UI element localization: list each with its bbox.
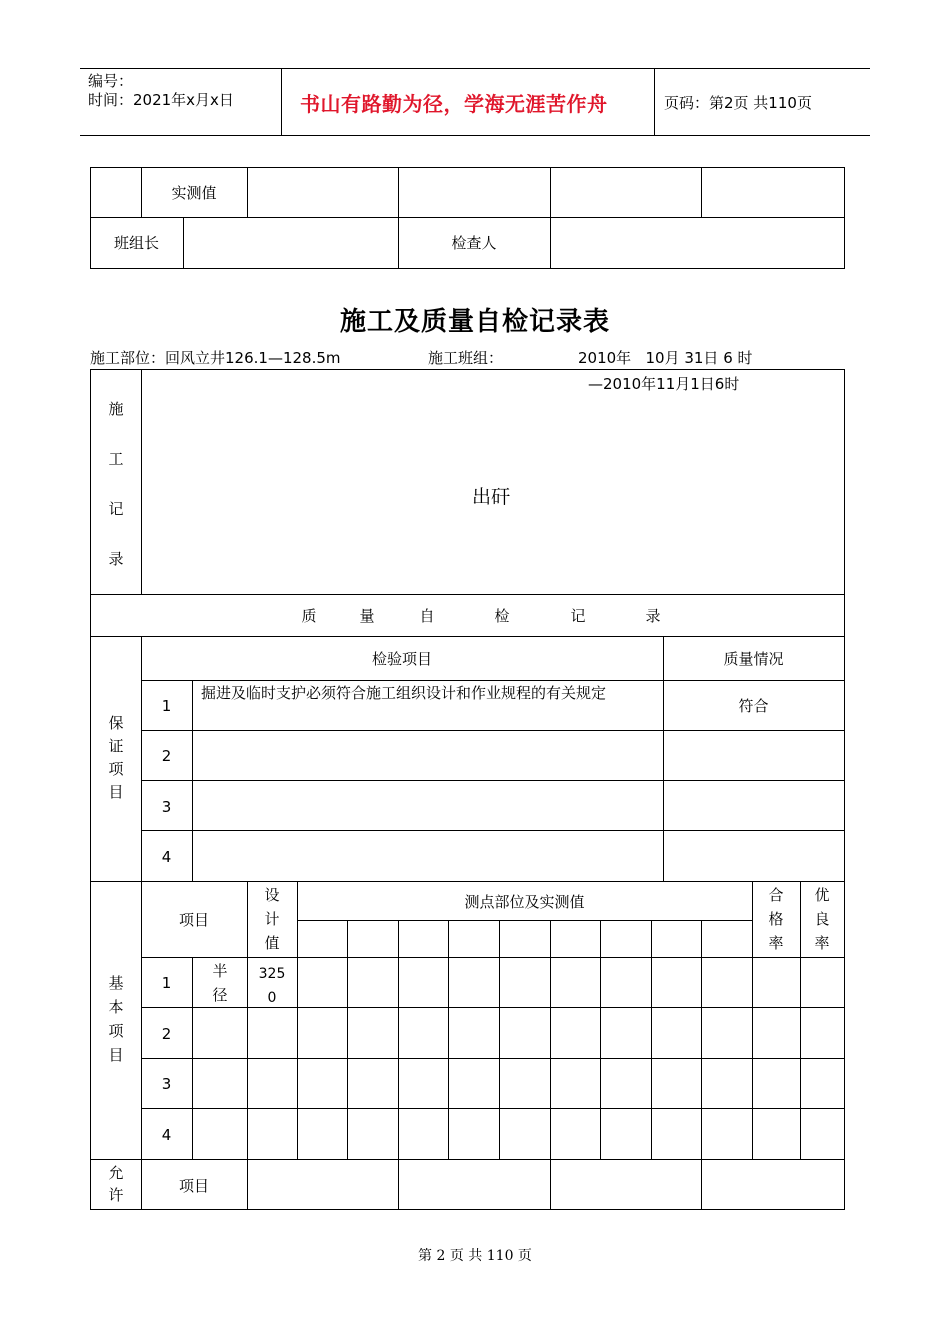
motto: 书山有路勤为径，学海无涯苦作舟	[300, 92, 608, 116]
table-rule	[663, 636, 664, 881]
table-rule	[398, 1159, 399, 1209]
inspector-label: 检查人	[451, 234, 497, 252]
header-char: 设	[264, 886, 280, 904]
col-inspection-item: 检验项目	[371, 650, 432, 668]
table-rule	[398, 920, 399, 1159]
basic-row-no: 2	[161, 1025, 172, 1043]
basic-row-no: 4	[161, 1126, 172, 1144]
allowed-label	[104, 1164, 128, 1208]
label-char: 基	[108, 974, 124, 992]
table-rule	[651, 920, 652, 1159]
col-excellent-rate	[810, 886, 834, 958]
table-rule	[90, 1159, 845, 1160]
construction-record-label	[104, 400, 128, 600]
table-rule	[141, 1108, 845, 1109]
date-from: 2010年 10月 31日 6 时	[578, 349, 753, 367]
table-rule	[448, 920, 449, 1159]
label-char: 工	[108, 450, 124, 468]
basic-row-design	[247, 962, 297, 1010]
team-leader-label: 班组长	[113, 234, 159, 252]
table-rule	[90, 1209, 845, 1210]
header-char: 格	[768, 910, 784, 928]
table-rule	[247, 1159, 248, 1209]
construction-record-content: 出矸	[472, 486, 511, 508]
label-char: 项	[108, 760, 124, 778]
basic-row-no: 1	[161, 974, 172, 992]
item-char: 半	[212, 962, 228, 980]
page-footer: 第 2 页 共 110 页	[418, 1248, 532, 1264]
col-design-value	[260, 886, 284, 958]
table-rule	[90, 594, 845, 595]
guarantee-row-no: 1	[161, 697, 172, 715]
table-rule	[297, 920, 752, 921]
col-quality-status: 质量情况	[723, 650, 784, 668]
table-rule	[141, 780, 845, 781]
label-char: 证	[108, 737, 124, 755]
label-char: 保	[108, 714, 124, 732]
table-rule	[550, 920, 551, 1159]
form-title: 施工及质量自检记录表	[339, 307, 610, 337]
header-char: 录	[645, 607, 661, 625]
guarantee-row-no: 3	[161, 798, 172, 816]
label-char: 施	[108, 400, 124, 418]
guarantee-row-no: 2	[161, 747, 172, 765]
header-char: 质	[301, 607, 317, 625]
team-label: 施工班组：	[428, 349, 504, 367]
table-rule	[600, 920, 601, 1159]
header-char: 率	[768, 934, 784, 952]
table-rule	[90, 881, 845, 882]
table-rule	[499, 920, 500, 1159]
table-rule	[141, 830, 845, 831]
col-measure-points: 测点部位及实测值	[464, 893, 585, 911]
table-rule	[550, 1159, 551, 1209]
header-char: 合	[768, 886, 784, 904]
col-item: 项目	[178, 911, 209, 929]
table-rule	[752, 881, 753, 1159]
table-rule	[141, 680, 845, 681]
table-rule	[90, 369, 845, 370]
table-rule	[141, 1058, 845, 1059]
header-char: 优	[814, 886, 830, 904]
location-label: 施工部位：回风立井126.1—128.5m	[90, 349, 341, 367]
label-char: 本	[108, 998, 124, 1016]
table-rule	[141, 957, 845, 958]
date-to: —2010年11月1日6时	[588, 375, 740, 393]
table-rule	[141, 730, 845, 731]
allowed-col-item: 项目	[178, 1177, 209, 1195]
label-char: 记	[108, 500, 124, 518]
header-char: 量	[359, 607, 375, 625]
table-rule	[347, 920, 348, 1159]
measured-label: 实测值	[171, 184, 217, 202]
design-part: 325	[258, 966, 286, 982]
time-label: 时间：2021年x月x日	[88, 91, 234, 109]
label-char: 录	[108, 550, 124, 568]
table-rule	[247, 881, 248, 1159]
header-char: 计	[264, 910, 280, 928]
basic-row-no: 3	[161, 1075, 172, 1093]
guarantee-row-no: 4	[161, 848, 172, 866]
header-char: 值	[264, 934, 280, 952]
table-rule	[297, 881, 298, 1159]
label-char: 许	[108, 1186, 124, 1204]
label-char: 目	[108, 783, 124, 801]
design-part: 0	[267, 990, 277, 1006]
table-rule	[844, 369, 845, 1210]
guarantee-row-item: 掘进及临时支护必须符合施工组织设计和作业规程的有关规定	[201, 684, 607, 702]
table-rule	[90, 369, 91, 1210]
guarantee-label	[104, 714, 128, 806]
header-char: 率	[814, 934, 830, 952]
basic-row-item	[208, 962, 232, 1010]
label-char: 允	[108, 1164, 124, 1182]
header-char: 良	[814, 910, 830, 928]
col-pass-rate	[764, 886, 788, 958]
header-char: 自	[419, 607, 435, 625]
table-rule	[90, 636, 845, 637]
table-rule	[800, 881, 801, 1159]
table-rule	[701, 920, 702, 1159]
number-label: 编号：	[88, 72, 134, 90]
label-char: 项	[108, 1022, 124, 1040]
header-char: 检	[494, 607, 510, 625]
basic-label	[104, 974, 128, 1070]
table-rule	[141, 369, 142, 594]
header-char: 记	[570, 607, 586, 625]
label-char: 目	[108, 1046, 124, 1064]
guarantee-row-quality: 符合	[738, 697, 769, 715]
table-rule	[701, 1159, 702, 1209]
page-info: 页码：第2页 共110页	[664, 94, 812, 112]
item-char: 径	[212, 986, 228, 1004]
